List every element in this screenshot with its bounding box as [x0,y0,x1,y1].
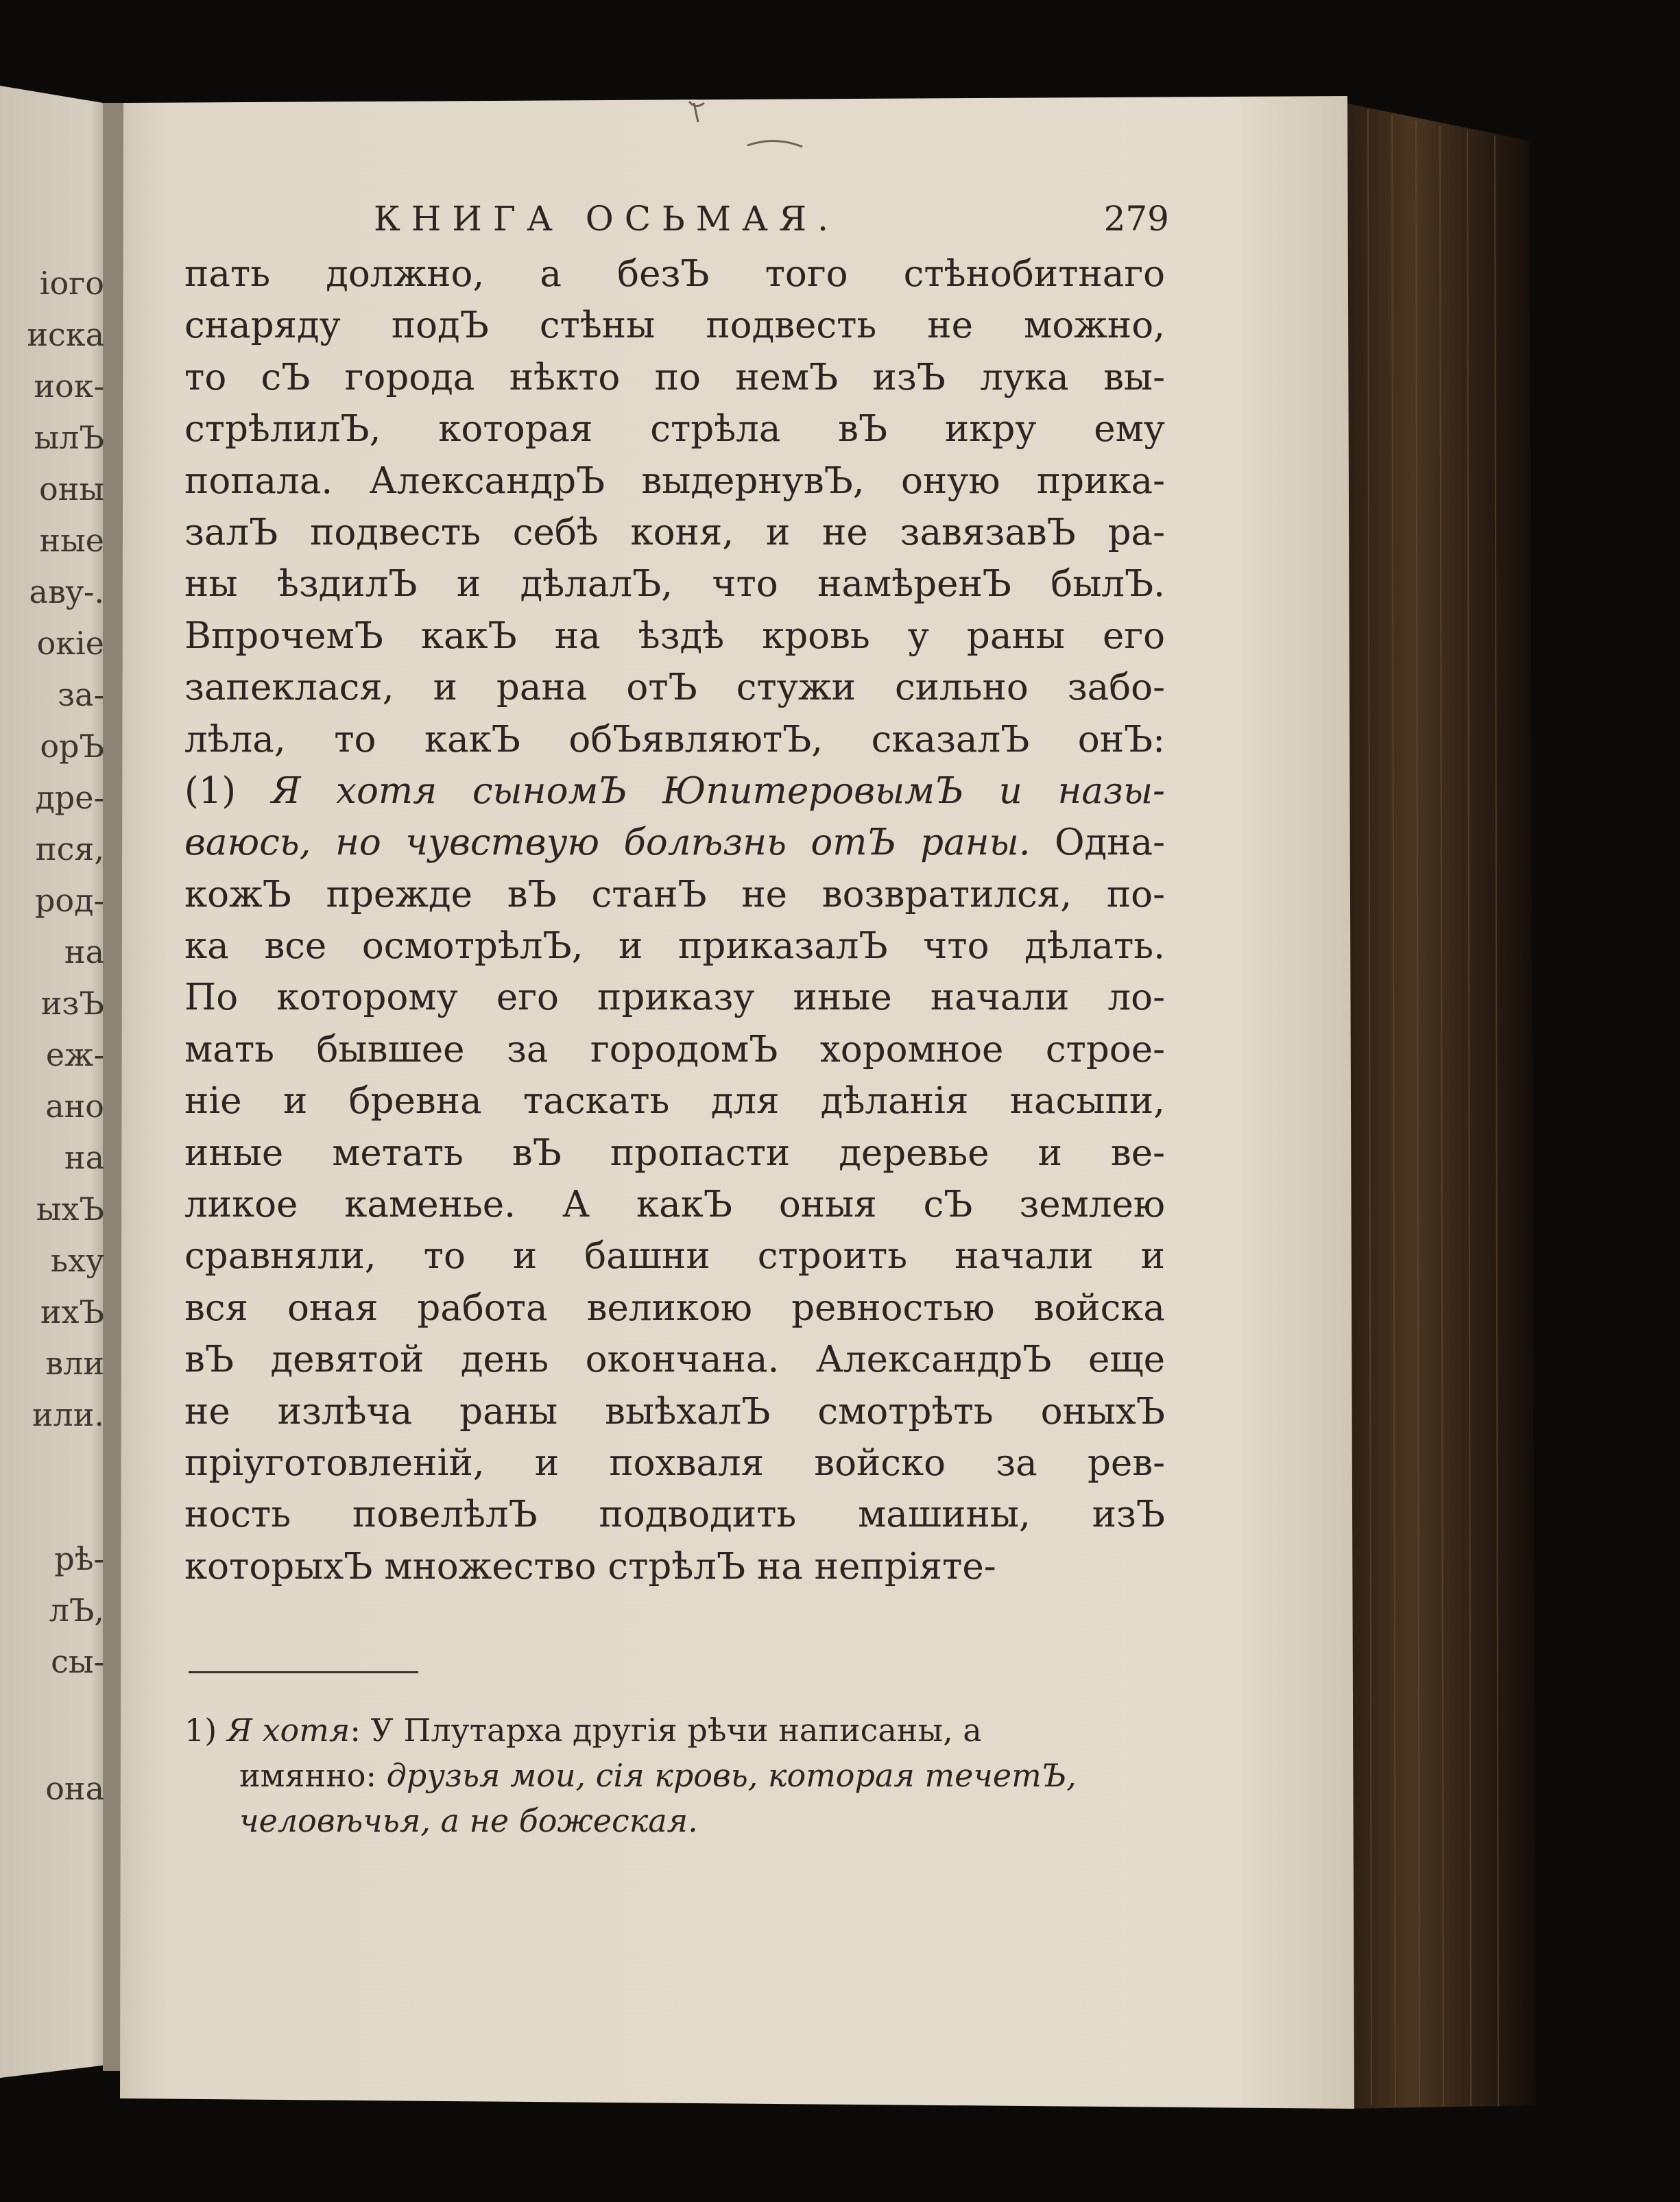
text-line [184,972,1165,1023]
left-fragment: ьху [50,1242,104,1279]
text-line [184,817,1165,868]
text-line [184,1024,1165,1075]
left-fragment: еж- [45,1036,104,1073]
text-span: стрѣлилЪ, которая стрѣла вЪ икру ему [184,408,1165,451]
text-span: кожЪ прежде вЪ станЪ не возвратился, по- [184,873,1165,915]
text-line [184,1489,1165,1540]
left-fragment: иок- [34,368,104,405]
left-fragment: iого [39,265,104,302]
text-span: сравняли, то и башни строить начали и [184,1235,1165,1278]
text-line [184,403,1165,455]
italic-span: друзья мои, сiя кровь, которая течетЪ, [386,1757,1077,1794]
left-page-fragments [0,96,110,2064]
text-line [184,714,1165,765]
text-span: запеклася, и рана отЪ стужи сильно забо- [184,667,1165,709]
footnote-rule [189,1671,418,1673]
left-fragment: пся, [35,830,104,867]
left-fragment: рѣ- [54,1540,104,1577]
italic-span: Я хотя сыномЪ ЮпитеровымЪ и назы- [271,769,1166,812]
body-text [184,248,1165,1592]
left-fragment: дре- [35,779,104,816]
left-fragment: за- [57,676,104,713]
text-span: 1) [184,1712,227,1749]
left-fragment: изЪ [40,985,104,1022]
text-span: ВпрочемЪ какЪ на ѣздѣ кровь у раны его [184,614,1165,657]
text-line [184,869,1165,920]
text-line [184,352,1165,403]
text-line [184,1075,1165,1127]
left-fragment: род- [34,882,104,919]
footnote-line [184,1798,1165,1843]
text-span: ликое каменье. А какЪ оныя сЪ землею [184,1184,1165,1226]
text-span: вся оная работа великою ревностью войска [184,1287,1165,1329]
left-fragment: ылЪ [34,419,104,456]
left-fragment: вли [45,1345,104,1382]
text-line [184,507,1165,558]
text-line [184,765,1165,817]
left-fragment: авy-. [29,573,104,610]
text-line [184,455,1165,507]
left-fragment: она [45,1770,104,1807]
text-span: ка все осмотрѣлЪ, и приказалЪ что дѣлать. [184,925,1165,968]
text-line [184,1386,1165,1437]
text-line [184,662,1165,713]
left-fragment: на [64,1139,104,1176]
text-line [184,1179,1165,1230]
left-fragment: лЪ, [49,1592,104,1629]
text-line [184,610,1165,662]
text-line [184,248,1165,300]
text-span: попала. АлександрЪ выдернувЪ, оную прика- [184,459,1165,502]
text-span: мать бывшее за городомЪ хоромное строе- [184,1028,1165,1070]
text-line [184,1230,1165,1282]
left-fragment: ихЪ [40,1293,104,1330]
text-span: то сЪ города нѣкто по немЪ изЪ лука вы- [184,356,1165,398]
text-span: не излѣча раны выѣхалЪ смотрѣть оныхЪ [184,1390,1165,1433]
footnote [184,1708,1165,1843]
text-span: иные метать вЪ пропасти деревье и ве- [184,1132,1165,1174]
left-fragment: ыхЪ [36,1190,104,1228]
text-line [184,1334,1165,1385]
text-line [184,1127,1165,1179]
left-fragment: орЪ [40,728,104,765]
italic-span: Я хотя [226,1712,350,1749]
text-span: По которому его приказу иные начали ло- [184,977,1165,1019]
footnote-line [184,1708,1165,1753]
text-line [184,1437,1165,1489]
text-line [184,300,1165,351]
footnote-line [184,1753,1165,1798]
text-span: вЪ девятой день окончана. АлександрЪ еще [184,1339,1165,1381]
page-number: 279 [1103,199,1169,239]
running-title: КНИГА ОСЬМАЯ. [374,199,840,239]
text-span: прiуготовленiй, и похваля войско за рев- [184,1441,1165,1484]
text-line [184,920,1165,972]
text-span: пать должно, а безЪ того стѣнобитнаго [184,253,1165,295]
text-line [184,1282,1165,1334]
text-line [184,1541,1165,1592]
text-span: (1) [184,769,272,812]
text-span: ность повелѣлЪ подводить машины, изЪ [184,1494,1165,1536]
left-fragment: сы- [51,1643,104,1680]
left-fragment: иска [27,316,104,353]
text-span: Одна- [1030,822,1165,864]
text-span: имянно: [239,1757,387,1794]
left-fragment: на [64,933,104,970]
page-header [168,199,1347,254]
italic-span: ваюсь, но чувствую болѣзнь отЪ раны. [184,822,1031,864]
left-fragment: оны [39,470,104,507]
text-span: залЪ подвесть себѣ коня, и не завязавЪ ра- [184,511,1165,553]
text-span: снаряду подЪ стѣны подвесть не можно, [184,304,1165,347]
left-fragment: окie [36,625,104,662]
text-span: ны ѣздилЪ и дѣлалЪ, что намѣренЪ былЪ. [184,563,1165,606]
text-span: : У Плутарха другiя рѣчи написаны, а [350,1712,982,1749]
text-span: лѣла, то какЪ обЪявляютЪ, сказалЪ онЪ: [184,718,1165,761]
text-span: нie и бревна таскать для дѣланiя насыпи, [184,1080,1165,1123]
left-fragment: или. [32,1396,104,1433]
text-span: которыхЪ множество стрѣлЪ на непрiяте- [184,1545,996,1588]
book-page [168,103,1347,2078]
left-fragment: ныe [39,522,104,559]
italic-span: человѣчья, а не божеская. [239,1802,698,1839]
left-fragment: ано [45,1088,104,1125]
text-line [184,558,1165,610]
